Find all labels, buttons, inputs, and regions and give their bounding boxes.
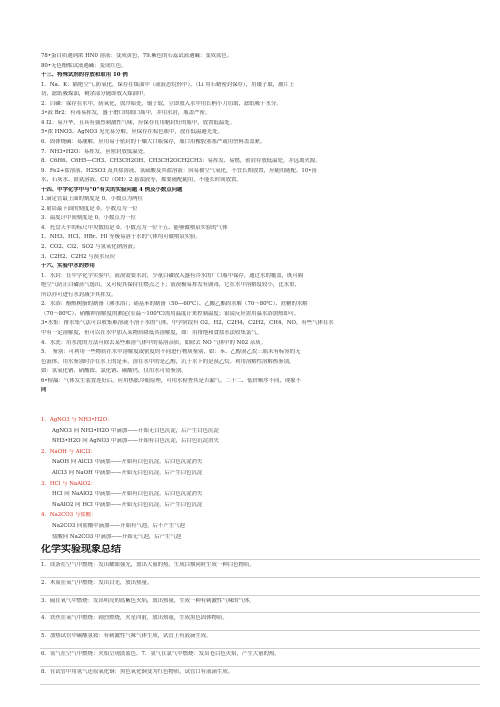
text-line: 十六、实验中水的妙用 <box>41 263 95 270</box>
phenomenon-item: 6．氢气在空气中燃烧：火焰呈现淡蓝色。7．氢气在氯气中燃烧：发出苍白色火焰，产生大量的热。 <box>41 651 280 657</box>
text-line: 3、C2H2、C2H2 与溴水反应 <box>41 253 116 260</box>
reaction-detail-line: Na2CO3 向盐酸中滴加——开始有气泡，后不产生气泡 <box>52 523 185 529</box>
text-line: （70～80℃）、硝酸钾溶解度的测定(室温～100℃)需用温度计来控制温度；银镜反应需用温水浴加热即可。 <box>41 310 300 317</box>
text-line: 2．水浴：酚醛树脂的制备（沸水浴）；硝基苯的制备（50—60℃）、乙酸乙酯的水解（70～80℃）、蔗糖的水解 <box>41 301 308 308</box>
row-divider <box>40 630 480 631</box>
text-line: 3．温度计中间刻度是 0。小数点为一位 <box>41 215 136 222</box>
text-line: 1．Na、K：隔绝空气.防氧化，保存在煤油中（或液态烷烃中），（Li 用石蜡密封保存），用镊子取，玻片上 <box>41 81 295 88</box>
text-line: 色液体，用水鉴别时浮在水上的是苯，溶在水中的是乙醇，沉于水下的是溴乙烷。利用溶解性溶解热鉴别， <box>41 358 295 365</box>
reaction-detail-line: AgNO3 向 NH3•H2O 中滴加——开始无白色沉淀，后产生白色沉淀 <box>52 427 219 434</box>
phenomenon-item: 1．镁条在空气中燃烧：发出耀眼强光，放出大量的热，生成白烟同时生成一种白色物质。 <box>41 562 255 568</box>
text-line: 1．水封：在中学化学实验中，液溴需要水封，少量白磷放入盛有冷水的广口瓶中保存，通过水的覆盖，既可隔 <box>41 272 304 279</box>
text-line: 5． 鉴别：可利用一些物质在水中溶解度或密度的不同进行物质鉴别，如：苯、乙醇溴乙烷三瓶未有标签的无 <box>41 349 301 356</box>
phenomenon-item: 3．硫在氧气中燃烧：发出明亮的蓝紫色火焰，放出热量，生成一种有刺激性气味的气体。 <box>41 597 255 604</box>
text-line: 水、石灰水、银氨溶液、CU（OH）2 悬浊液等，都要随配随用，不能长时间放置。 <box>41 177 242 184</box>
reaction-pair-title: 3．HCl 与 NaAlO2： <box>41 480 96 487</box>
row-divider <box>40 666 480 667</box>
text-line: 同 <box>41 387 47 394</box>
text-line: 2.量筒最下面的刻度是 0。小数点为一位 <box>41 205 138 212</box>
text-line: 如：氢氧化钠、硝酸铵、氯化钠、碳酸钙，仅用水可资鉴别。 <box>41 368 187 375</box>
phenomenon-item: 5．加热试管中碳酸氢铵：有刺激性气味气体生成，试管上有液滴生成。 <box>41 633 212 640</box>
text-line: 1、NH3、HCl、HBr、HI 等极易溶于水的气体均可做喷泉实验。 <box>41 234 201 241</box>
reaction-pair-title: 2．NaOH 与 AlCl3： <box>41 448 96 455</box>
text-line: 3•水集：排水集气法可以收集难溶或不溶于水的气体，中学阶段有 O2，H2，C2H4，C2H2，CH4，NO。有些气体在水 <box>41 320 334 327</box>
reaction-detail-line: NaAlO2 向 HCl 中滴加——开始无白色沉淀，后产生白色沉淀 <box>52 501 203 508</box>
reaction-detail-line: HCl 向 NaAlO2 中滴加——开始有白色沉淀，后白色沉淀消失 <box>52 491 203 498</box>
row-divider <box>40 612 480 613</box>
text-line: 2、CO2、Cl2、SO2 与氢氧化钠溶液； <box>41 244 139 250</box>
text-line: 80•无色酚酞试液遇碱：变成红色。 <box>41 62 127 69</box>
section-heading: 化学实验现象总结 <box>41 544 121 555</box>
phenomenon-item: 8．在试管中用氢气还原氧化铜：黑色氧化铜变为红色物质，试管口有液滴生成。 <box>41 668 234 675</box>
text-line: 所以亦可进行水封减少其挥发。 <box>41 291 117 298</box>
text-line: 十四、中学化学中与“0”有关的实验问题 4 例及小数点问题 <box>41 186 183 193</box>
row-divider <box>40 595 480 596</box>
reaction-detail-line: AlCl3 向 NaOH 中滴加——开始无白色沉淀，后产生白色沉淀 <box>52 470 203 476</box>
phenomenon-item: 2．木炭在氧气中燃烧：发出白光，放出热量。 <box>41 579 153 586</box>
phenomenon-item: 4．铁丝在氧气中燃烧：剧烈燃烧，火星四射，放出热量，生成黑色固体物质。 <box>41 615 228 622</box>
reaction-pair-title: 1．AgNO3 与 NH3•H2O： <box>41 417 113 423</box>
text-line: 6•检漏：气体发生装置连好后，应用热胀冷缩原理，可用水检查其是否漏气。二十二、低价顺序不同，现象不 <box>41 377 301 384</box>
text-line: 7．NH3•H2O：易挥发，应密封放低温处。 <box>41 148 149 155</box>
row-divider <box>40 684 480 685</box>
text-line: 绝空气防止白磷蒸气逸出，又可使其保持在燃点之下；液溴极易挥发有剧毒，它在水中溶解度较小，比水重， <box>41 282 300 289</box>
text-line: 切，滤纸吸煤油，剩余部分随即放入煤油中。 <box>41 91 149 98</box>
text-line: 9．Fe2+盐溶液、H2SO3 及其盐溶液、氢硫酸及其盐溶液：因易被空气氧化，不宜长期放置，应随用随配。10•卤 <box>41 167 317 174</box>
row-divider <box>40 648 480 649</box>
text-line: 2．白磷：保存在水中，防氧化，放冷暗处，镊子取，立即放入水中用长柄小刀切取，滤纸吸干水分。 <box>41 100 282 107</box>
text-line: 6．固体烧碱：易潮解，应用易于密封的干燥大口瓶保存，瓶口用橡胶塞塞严或用塑料盖盖紧。 <box>41 138 266 145</box>
text-line: 4．水洗：用水洗的方法可除去某些难溶气体中的易溶杂质，如除去 NO 气体中的 N02 杂质。 <box>41 339 267 346</box>
row-divider <box>40 577 480 578</box>
reaction-pair-title: 4．Na2CO3 与盐酸： <box>41 512 97 519</box>
reaction-detail-line: NaOH 向 AlCl3 中滴加——开始有白色沉淀，后白色沉淀消失 <box>52 459 203 466</box>
text-line: 中有一定溶解度，但可以在水中加入某物质降低其溶解度，如：用排饱和食盐水法收集氯气。 <box>41 329 263 336</box>
text-line: 十三、特殊试剂的存放和取用 10 例 <box>41 72 128 79</box>
reaction-detail-line: NH3•H2O 向 AgNO3 中滴加——开始有白色沉淀，后白色沉淀消失 <box>52 438 219 445</box>
text-line: 1.滴定管最上面的刻度是 0。小数点为两位 <box>41 196 143 203</box>
text-line: 3•液 Br2：有毒易挥发，盛于磨口的细口瓶中，并用水封，瓶盖严密。 <box>41 110 211 117</box>
row-divider <box>40 559 480 560</box>
text-line: 4 I2：易升华，且具有强烈刺激性气味，应保存在用蜡封好的瓶中，放置低温处。 <box>41 119 235 126</box>
reaction-detail-line: 盐酸向 Na2CO3 中滴加——开始无气泡，后产生气泡 <box>52 533 182 540</box>
text-line: 5•浓 HNO3、AgNO3 见光易分解，应保存在棕色瓶中，放在低温避光处。 <box>41 129 223 136</box>
text-line: 78•蛋白质遇到浓 HN0 溶液：变成黄色，79.紫色的石蕊试液遇碱：变成蓝色。 <box>41 53 233 59</box>
text-line: 4．托盘天平的标尺中央数值是 0。小数点为一位十五、能够做喷泉实验的气体 <box>41 224 228 231</box>
text-line: 8．C6H6、C6H5—CH3、CH3CH2OH、CH3CH2OCH2CH3：易挥发、易燃，密封存放低温处，并远离火源。 <box>41 158 321 165</box>
